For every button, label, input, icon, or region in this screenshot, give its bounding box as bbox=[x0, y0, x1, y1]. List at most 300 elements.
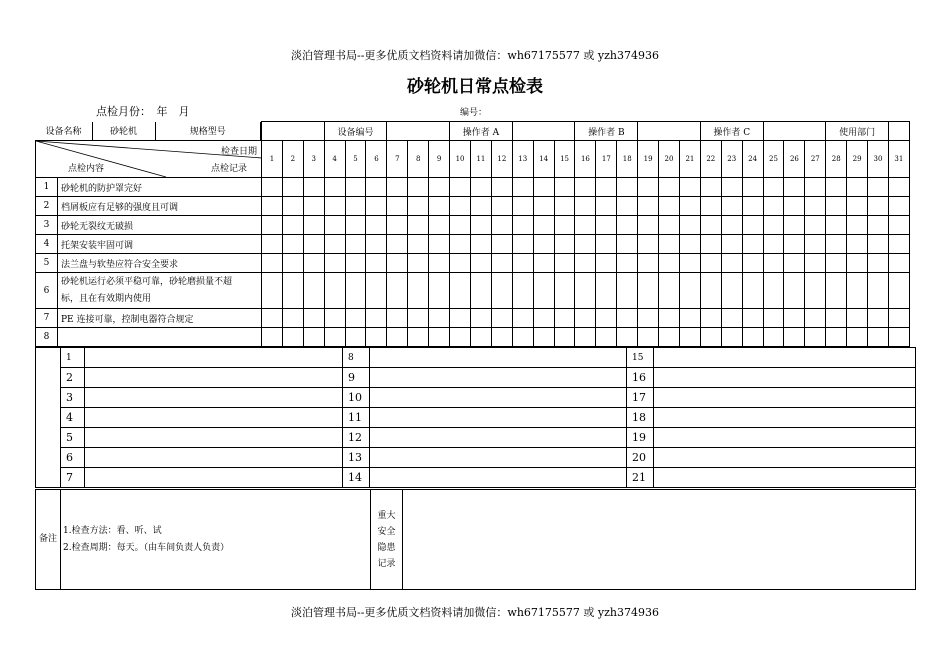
record-value-cell[interactable] bbox=[654, 368, 916, 388]
diag-content-label: 点检内容 bbox=[68, 164, 105, 174]
check-cell[interactable] bbox=[826, 273, 847, 309]
check-cell[interactable] bbox=[575, 216, 596, 235]
check-cell[interactable] bbox=[282, 216, 303, 235]
check-cell[interactable] bbox=[679, 178, 700, 197]
check-cell[interactable] bbox=[303, 178, 324, 197]
check-cell[interactable] bbox=[721, 273, 742, 309]
check-cell[interactable] bbox=[805, 178, 826, 197]
check-cell[interactable] bbox=[408, 273, 429, 309]
check-cell[interactable] bbox=[345, 197, 366, 216]
check-cell[interactable] bbox=[429, 235, 450, 254]
check-cell[interactable] bbox=[659, 328, 680, 347]
check-cell[interactable] bbox=[450, 197, 471, 216]
check-cell[interactable] bbox=[805, 197, 826, 216]
check-cell[interactable] bbox=[512, 309, 533, 328]
check-cell[interactable] bbox=[554, 216, 575, 235]
check-cell[interactable] bbox=[512, 216, 533, 235]
check-cell[interactable] bbox=[847, 254, 868, 273]
record-value-cell[interactable] bbox=[654, 388, 916, 408]
check-cell[interactable] bbox=[324, 273, 345, 309]
check-cell[interactable] bbox=[491, 216, 512, 235]
check-cell[interactable] bbox=[303, 309, 324, 328]
check-cell[interactable] bbox=[742, 254, 763, 273]
check-cell[interactable] bbox=[429, 328, 450, 347]
record-value-cell[interactable] bbox=[85, 408, 343, 428]
record-number: 6 bbox=[61, 448, 85, 468]
check-cell[interactable] bbox=[784, 197, 805, 216]
check-cell[interactable] bbox=[742, 309, 763, 328]
check-cell[interactable] bbox=[345, 235, 366, 254]
check-cell[interactable] bbox=[450, 309, 471, 328]
check-cell[interactable] bbox=[575, 235, 596, 254]
check-cell[interactable] bbox=[659, 273, 680, 309]
major-hazard-record-cell[interactable] bbox=[403, 490, 916, 590]
check-cell[interactable] bbox=[512, 328, 533, 347]
check-cell[interactable] bbox=[596, 254, 617, 273]
check-cell[interactable] bbox=[429, 273, 450, 309]
check-cell[interactable] bbox=[554, 328, 575, 347]
record-value-cell[interactable] bbox=[85, 368, 343, 388]
check-cell[interactable] bbox=[470, 309, 491, 328]
check-cell[interactable] bbox=[784, 216, 805, 235]
check-cell[interactable] bbox=[868, 254, 889, 273]
check-cell[interactable] bbox=[554, 235, 575, 254]
check-cell[interactable] bbox=[324, 309, 345, 328]
check-cell[interactable] bbox=[303, 273, 324, 309]
record-value-cell[interactable] bbox=[85, 348, 343, 368]
check-cell[interactable] bbox=[408, 328, 429, 347]
check-cell[interactable] bbox=[450, 235, 471, 254]
day-header: 25 bbox=[763, 141, 784, 178]
record-value-cell[interactable] bbox=[85, 468, 343, 488]
check-cell[interactable] bbox=[763, 216, 784, 235]
check-cell[interactable] bbox=[408, 254, 429, 273]
check-cell[interactable] bbox=[408, 178, 429, 197]
check-cell[interactable] bbox=[387, 178, 408, 197]
check-cell[interactable] bbox=[345, 273, 366, 309]
check-cell[interactable] bbox=[888, 254, 909, 273]
check-cell[interactable] bbox=[596, 235, 617, 254]
check-cell[interactable] bbox=[617, 309, 638, 328]
day-header: 20 bbox=[659, 141, 680, 178]
check-cell[interactable] bbox=[282, 178, 303, 197]
check-cell[interactable] bbox=[450, 216, 471, 235]
check-cell[interactable] bbox=[700, 216, 721, 235]
record-table bbox=[35, 347, 916, 488]
item-content: 法兰盘与软垫应符合安全要求 bbox=[58, 254, 262, 273]
check-cell[interactable] bbox=[429, 254, 450, 273]
check-cell[interactable] bbox=[763, 328, 784, 347]
check-cell[interactable] bbox=[387, 197, 408, 216]
check-cell[interactable] bbox=[303, 235, 324, 254]
check-cell[interactable] bbox=[742, 235, 763, 254]
check-cell[interactable] bbox=[868, 328, 889, 347]
check-cell[interactable] bbox=[387, 309, 408, 328]
check-cell[interactable] bbox=[575, 178, 596, 197]
check-cell[interactable] bbox=[679, 254, 700, 273]
check-cell[interactable] bbox=[700, 328, 721, 347]
check-cell[interactable] bbox=[533, 309, 554, 328]
check-cell[interactable] bbox=[868, 235, 889, 254]
check-cell[interactable] bbox=[888, 273, 909, 309]
check-cell[interactable] bbox=[638, 309, 659, 328]
check-cell[interactable] bbox=[303, 216, 324, 235]
check-cell[interactable] bbox=[533, 235, 554, 254]
record-value-cell[interactable] bbox=[370, 408, 627, 428]
check-cell[interactable] bbox=[721, 254, 742, 273]
check-cell[interactable] bbox=[596, 273, 617, 309]
check-cell[interactable] bbox=[659, 216, 680, 235]
check-cell[interactable] bbox=[721, 216, 742, 235]
record-value-cell[interactable] bbox=[654, 428, 916, 448]
check-cell[interactable] bbox=[659, 235, 680, 254]
check-cell[interactable] bbox=[470, 178, 491, 197]
record-number: 16 bbox=[627, 368, 654, 388]
check-cell[interactable] bbox=[554, 309, 575, 328]
check-cell[interactable] bbox=[491, 309, 512, 328]
check-cell[interactable] bbox=[596, 197, 617, 216]
check-cell[interactable] bbox=[533, 328, 554, 347]
check-cell[interactable] bbox=[784, 273, 805, 309]
operator-c-value[interactable] bbox=[763, 122, 826, 141]
check-cell[interactable] bbox=[679, 216, 700, 235]
check-cell[interactable] bbox=[408, 309, 429, 328]
check-cell[interactable] bbox=[533, 197, 554, 216]
check-cell[interactable] bbox=[429, 197, 450, 216]
check-cell[interactable] bbox=[679, 309, 700, 328]
check-cell[interactable] bbox=[324, 216, 345, 235]
check-cell[interactable] bbox=[868, 309, 889, 328]
check-cell[interactable] bbox=[784, 309, 805, 328]
check-cell[interactable] bbox=[262, 235, 283, 254]
record-value-cell[interactable] bbox=[370, 388, 627, 408]
check-cell[interactable] bbox=[345, 178, 366, 197]
check-cell[interactable] bbox=[847, 273, 868, 309]
check-cell[interactable] bbox=[638, 216, 659, 235]
check-cell[interactable] bbox=[324, 178, 345, 197]
check-cell[interactable] bbox=[282, 197, 303, 216]
check-cell[interactable] bbox=[533, 178, 554, 197]
check-cell[interactable] bbox=[366, 235, 387, 254]
spec-value[interactable] bbox=[262, 122, 325, 141]
check-cell[interactable] bbox=[826, 309, 847, 328]
check-cell[interactable] bbox=[262, 216, 283, 235]
record-number: 12 bbox=[343, 428, 370, 448]
check-cell[interactable] bbox=[638, 235, 659, 254]
check-cell[interactable] bbox=[262, 178, 283, 197]
check-cell[interactable] bbox=[303, 254, 324, 273]
operator-b-value[interactable] bbox=[638, 122, 701, 141]
check-cell[interactable] bbox=[387, 216, 408, 235]
check-cell[interactable] bbox=[721, 178, 742, 197]
record-value-cell[interactable] bbox=[370, 448, 627, 468]
record-value-cell[interactable] bbox=[85, 388, 343, 408]
check-cell[interactable] bbox=[596, 328, 617, 347]
check-cell[interactable] bbox=[805, 273, 826, 309]
check-cell[interactable] bbox=[596, 309, 617, 328]
check-cell[interactable] bbox=[847, 197, 868, 216]
check-cell[interactable] bbox=[533, 273, 554, 309]
check-cell[interactable] bbox=[450, 254, 471, 273]
check-cell[interactable] bbox=[805, 216, 826, 235]
check-cell[interactable] bbox=[324, 235, 345, 254]
check-cell[interactable] bbox=[512, 178, 533, 197]
check-cell[interactable] bbox=[617, 197, 638, 216]
check-cell[interactable] bbox=[784, 178, 805, 197]
check-cell[interactable] bbox=[742, 328, 763, 347]
check-cell[interactable] bbox=[429, 309, 450, 328]
check-cell[interactable] bbox=[784, 328, 805, 347]
check-cell[interactable] bbox=[345, 309, 366, 328]
check-cell[interactable] bbox=[742, 273, 763, 309]
check-cell[interactable] bbox=[763, 254, 784, 273]
check-cell[interactable] bbox=[408, 197, 429, 216]
check-cell[interactable] bbox=[470, 197, 491, 216]
check-cell[interactable] bbox=[617, 273, 638, 309]
record-value-cell[interactable] bbox=[370, 468, 627, 488]
check-cell[interactable] bbox=[888, 235, 909, 254]
check-cell[interactable] bbox=[805, 328, 826, 347]
check-cell[interactable] bbox=[659, 254, 680, 273]
check-cell[interactable] bbox=[512, 273, 533, 309]
dept-value[interactable] bbox=[888, 122, 909, 141]
check-cell[interactable] bbox=[282, 309, 303, 328]
check-cell[interactable] bbox=[700, 197, 721, 216]
check-cell[interactable] bbox=[366, 328, 387, 347]
check-cell[interactable] bbox=[387, 254, 408, 273]
check-cell[interactable] bbox=[575, 254, 596, 273]
day-header: 30 bbox=[868, 141, 889, 178]
check-cell[interactable] bbox=[826, 197, 847, 216]
check-cell[interactable] bbox=[742, 197, 763, 216]
check-cell[interactable] bbox=[470, 273, 491, 309]
check-cell[interactable] bbox=[868, 197, 889, 216]
day-header: 7 bbox=[387, 141, 408, 178]
check-cell[interactable] bbox=[470, 235, 491, 254]
check-cell[interactable] bbox=[847, 216, 868, 235]
check-cell[interactable] bbox=[512, 254, 533, 273]
check-cell[interactable] bbox=[470, 254, 491, 273]
record-value-cell[interactable] bbox=[654, 468, 916, 488]
check-cell[interactable] bbox=[763, 273, 784, 309]
check-cell[interactable] bbox=[617, 216, 638, 235]
check-cell[interactable] bbox=[888, 197, 909, 216]
check-cell[interactable] bbox=[659, 309, 680, 328]
check-cell[interactable] bbox=[847, 235, 868, 254]
check-cell[interactable] bbox=[638, 328, 659, 347]
check-cell[interactable] bbox=[617, 254, 638, 273]
check-cell[interactable] bbox=[408, 216, 429, 235]
check-cell[interactable] bbox=[262, 273, 283, 309]
check-cell[interactable] bbox=[470, 216, 491, 235]
check-cell[interactable] bbox=[847, 309, 868, 328]
check-cell[interactable] bbox=[617, 328, 638, 347]
record-value-cell[interactable] bbox=[370, 368, 627, 388]
check-cell[interactable] bbox=[700, 309, 721, 328]
check-cell[interactable] bbox=[533, 254, 554, 273]
check-cell[interactable] bbox=[491, 235, 512, 254]
check-cell[interactable] bbox=[491, 178, 512, 197]
check-cell[interactable] bbox=[345, 254, 366, 273]
check-cell[interactable] bbox=[784, 235, 805, 254]
check-cell[interactable] bbox=[700, 235, 721, 254]
item-content: 托架安装牢固可调 bbox=[58, 235, 262, 254]
check-cell[interactable] bbox=[387, 235, 408, 254]
check-cell[interactable] bbox=[596, 178, 617, 197]
check-cell[interactable] bbox=[450, 178, 471, 197]
record-value-cell[interactable] bbox=[370, 428, 627, 448]
check-cell[interactable] bbox=[262, 254, 283, 273]
check-cell[interactable] bbox=[763, 178, 784, 197]
check-cell[interactable] bbox=[763, 309, 784, 328]
check-cell[interactable] bbox=[512, 235, 533, 254]
check-cell[interactable] bbox=[366, 216, 387, 235]
check-cell[interactable] bbox=[429, 178, 450, 197]
check-cell[interactable] bbox=[721, 328, 742, 347]
item-content bbox=[58, 328, 262, 347]
check-cell[interactable] bbox=[575, 309, 596, 328]
check-cell[interactable] bbox=[366, 197, 387, 216]
check-cell[interactable] bbox=[366, 273, 387, 309]
check-cell[interactable] bbox=[282, 235, 303, 254]
check-cell[interactable] bbox=[262, 328, 283, 347]
check-cell[interactable] bbox=[554, 254, 575, 273]
check-cell[interactable] bbox=[868, 178, 889, 197]
record-number: 8 bbox=[343, 348, 370, 368]
device-no-label: 设备编号 bbox=[324, 122, 387, 141]
check-cell[interactable] bbox=[826, 328, 847, 347]
check-cell[interactable] bbox=[262, 309, 283, 328]
check-cell[interactable] bbox=[282, 254, 303, 273]
check-cell[interactable] bbox=[366, 309, 387, 328]
check-cell[interactable] bbox=[721, 235, 742, 254]
day-header: 2 bbox=[282, 141, 303, 178]
check-cell[interactable] bbox=[826, 216, 847, 235]
check-cell[interactable] bbox=[387, 273, 408, 309]
check-cell[interactable] bbox=[888, 309, 909, 328]
check-cell[interactable] bbox=[366, 254, 387, 273]
check-cell[interactable] bbox=[679, 328, 700, 347]
check-cell[interactable] bbox=[596, 216, 617, 235]
check-cell[interactable] bbox=[742, 178, 763, 197]
check-cell[interactable] bbox=[575, 197, 596, 216]
check-cell[interactable] bbox=[826, 178, 847, 197]
check-cell[interactable] bbox=[847, 328, 868, 347]
operator-a-value[interactable] bbox=[512, 122, 575, 141]
check-cell[interactable] bbox=[763, 235, 784, 254]
item-content: 砂轮机的防护罩完好 bbox=[58, 178, 262, 197]
check-cell[interactable] bbox=[554, 273, 575, 309]
check-cell[interactable] bbox=[784, 254, 805, 273]
check-cell[interactable] bbox=[491, 273, 512, 309]
check-cell[interactable] bbox=[888, 328, 909, 347]
check-cell[interactable] bbox=[324, 328, 345, 347]
check-cell[interactable] bbox=[282, 273, 303, 309]
check-cell[interactable] bbox=[324, 197, 345, 216]
check-cell[interactable] bbox=[575, 273, 596, 309]
record-value-cell[interactable] bbox=[654, 408, 916, 428]
operator-a-label: 操作者 A bbox=[450, 122, 513, 141]
check-cell[interactable] bbox=[659, 178, 680, 197]
check-cell[interactable] bbox=[262, 197, 283, 216]
check-cell[interactable] bbox=[450, 328, 471, 347]
record-number: 3 bbox=[61, 388, 85, 408]
check-cell[interactable] bbox=[345, 328, 366, 347]
item-text-continued: 标，且在有效期内使用 bbox=[61, 293, 152, 304]
check-cell[interactable] bbox=[638, 254, 659, 273]
check-cell[interactable] bbox=[888, 178, 909, 197]
check-cell[interactable] bbox=[554, 197, 575, 216]
check-cell[interactable] bbox=[554, 178, 575, 197]
check-cell[interactable] bbox=[805, 309, 826, 328]
check-cell[interactable] bbox=[638, 197, 659, 216]
check-cell[interactable] bbox=[303, 197, 324, 216]
check-cell[interactable] bbox=[345, 216, 366, 235]
check-cell[interactable] bbox=[721, 309, 742, 328]
check-cell[interactable] bbox=[387, 328, 408, 347]
check-cell[interactable] bbox=[303, 328, 324, 347]
check-cell[interactable] bbox=[491, 197, 512, 216]
check-cell[interactable] bbox=[533, 216, 554, 235]
record-value-cell[interactable] bbox=[654, 448, 916, 468]
check-cell[interactable] bbox=[491, 328, 512, 347]
check-cell[interactable] bbox=[868, 216, 889, 235]
check-cell[interactable] bbox=[617, 235, 638, 254]
check-cell[interactable] bbox=[491, 254, 512, 273]
check-cell[interactable] bbox=[826, 235, 847, 254]
check-cell[interactable] bbox=[470, 328, 491, 347]
check-cell[interactable] bbox=[659, 197, 680, 216]
check-cell[interactable] bbox=[700, 178, 721, 197]
record-value-cell[interactable] bbox=[654, 348, 916, 368]
check-cell[interactable] bbox=[847, 178, 868, 197]
check-cell[interactable] bbox=[429, 216, 450, 235]
check-cell[interactable] bbox=[617, 178, 638, 197]
check-cell[interactable] bbox=[679, 273, 700, 309]
check-cell[interactable] bbox=[805, 235, 826, 254]
check-cell[interactable] bbox=[868, 273, 889, 309]
check-cell[interactable] bbox=[366, 178, 387, 197]
record-value-cell[interactable] bbox=[370, 348, 627, 368]
check-cell[interactable] bbox=[282, 328, 303, 347]
operator-b-label: 操作者 B bbox=[575, 122, 638, 141]
item-number: 2 bbox=[36, 197, 58, 216]
record-value-cell[interactable] bbox=[85, 428, 343, 448]
record-number: 14 bbox=[343, 468, 370, 488]
check-cell[interactable] bbox=[763, 197, 784, 216]
check-cell[interactable] bbox=[450, 273, 471, 309]
check-cell[interactable] bbox=[679, 235, 700, 254]
check-cell[interactable] bbox=[408, 235, 429, 254]
record-number: 2 bbox=[61, 368, 85, 388]
check-cell[interactable] bbox=[679, 197, 700, 216]
check-cell[interactable] bbox=[575, 328, 596, 347]
check-cell[interactable] bbox=[638, 273, 659, 309]
check-cell[interactable] bbox=[638, 178, 659, 197]
check-cell[interactable] bbox=[826, 254, 847, 273]
check-cell[interactable] bbox=[888, 216, 909, 235]
diag-record-label: 点检记录 bbox=[210, 164, 247, 174]
record-value-cell[interactable] bbox=[85, 448, 343, 468]
check-cell[interactable] bbox=[700, 254, 721, 273]
device-no-value[interactable] bbox=[387, 122, 450, 141]
check-cell[interactable] bbox=[721, 197, 742, 216]
check-cell[interactable] bbox=[512, 197, 533, 216]
check-cell[interactable] bbox=[742, 216, 763, 235]
check-cell[interactable] bbox=[805, 254, 826, 273]
check-cell[interactable] bbox=[700, 273, 721, 309]
check-cell[interactable] bbox=[324, 254, 345, 273]
